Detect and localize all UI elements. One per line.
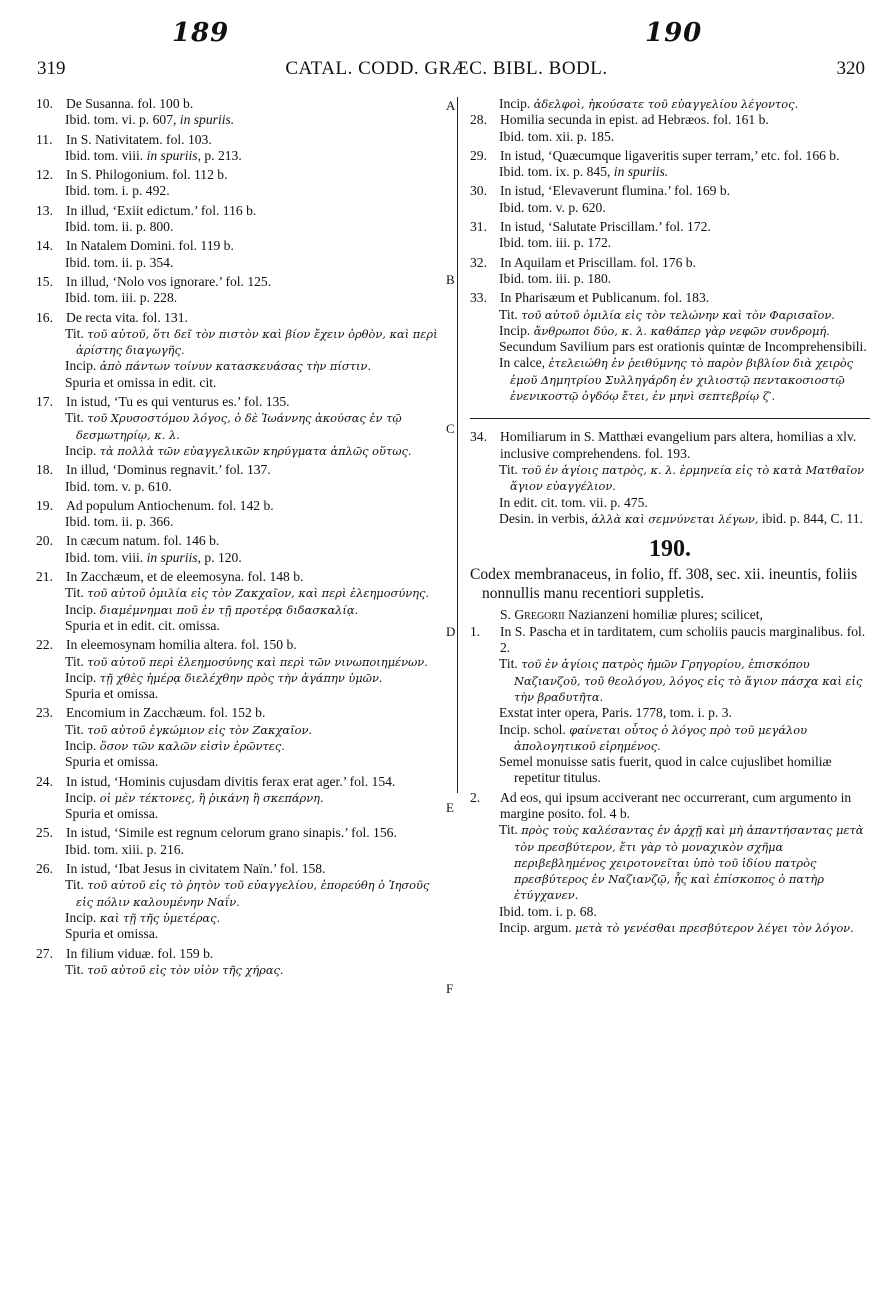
latin-text: Ibid. tom. ix. p. 845, [499, 164, 614, 180]
entry-heading [36, 946, 442, 962]
greek-text: ὅσον τῶν καλῶν εἰσὶν ἐρῶντες. [99, 738, 285, 753]
column-divider [457, 97, 458, 793]
margin-letter-a: A [446, 98, 456, 113]
latin-text: Spuria et omissa. [65, 754, 159, 770]
sub-line [36, 550, 442, 566]
latin-text: Incip. schol. [499, 721, 570, 737]
entry-heading [36, 774, 442, 790]
greek-text: τοῦ αὐτοῦ εἰς τὸ ῥητὸν τοῦ εὐαγγελίου, ἐπορεύθη ὁ Ἰησοῦς εἰς πόλιν καλουμένην Ναΐν. [76, 878, 430, 909]
entry-heading [36, 167, 442, 183]
entry-heading [36, 533, 442, 549]
sub-line [36, 754, 442, 770]
sub-line [470, 920, 870, 936]
entry-title: In istud, ‘Simile est regnum celorum grano sinapis.’ fol. 156. [66, 825, 397, 841]
entry-number: 20. [36, 533, 53, 549]
entry-title: In illud, ‘Dominus regnavit.’ fol. 137. [66, 462, 271, 478]
latin-text: , p. 120. [197, 549, 242, 565]
sub-line [470, 722, 870, 755]
latin-text: in spuriis. [179, 112, 235, 128]
latin-text: Ibid. tom. ii. p. 366. [65, 514, 174, 530]
latin-text: Ibid. tom. i. p. 68. [499, 903, 597, 919]
latin-text: Ibid. tom. iii. p. 228. [65, 290, 178, 306]
latin-text: Incip. [65, 358, 100, 374]
sub-line [470, 705, 870, 721]
sub-line [36, 219, 442, 235]
greek-text: ἐτελειώθη ἐν ῥειθύμνης τὸ παρὸν βιβλίον διὰ χειρὸς ἐμοῦ Δημητρίου Συλληγάρδη ἐν χιλιοστῷ πεντακοσιοστῷ ἐνενικοστῷ ὀγδόῳ ἔτει, ἐν μηνὶ σεπτεβρίῳ ζ′. [510, 356, 854, 404]
sub-line [470, 495, 870, 511]
sub-line [36, 290, 442, 306]
entry-heading [36, 394, 442, 410]
section-rule [470, 418, 870, 419]
running-header [0, 58, 893, 84]
latin-text: Ibid. tom. xiii. p. 216. [65, 841, 184, 857]
codex-author-line [470, 607, 870, 623]
sub-line [36, 877, 442, 910]
latin-text: , p. 213. [197, 147, 242, 163]
entry-title: Homilia secunda in epist. ad Hebræos. fol. 161 b. [500, 112, 769, 128]
entry-title: In istud, ‘Hominis cujusdam divitis ferax erat ager.’ fol. 154. [66, 773, 396, 789]
entry-heading [36, 861, 442, 877]
entry-title: In eleemosynam homilia altera. fol. 150 b. [66, 637, 297, 653]
codex-number: 190. [649, 536, 691, 563]
sub-line [36, 479, 442, 495]
greek-text: φαίνεται οὗτος ὁ λόγος πρὸ τοῦ μεγάλου ἀπολογητικοῦ εἰρημένος. [514, 722, 808, 753]
sub-line [36, 722, 442, 738]
latin-text: Tit. [65, 877, 88, 893]
sub-line [36, 148, 442, 164]
latin-text: Ibid. tom. iii. p. 180. [499, 270, 612, 286]
entry-title: In Aquilam et Priscillam. fol. 176 b. [500, 254, 696, 270]
sub-line [470, 355, 870, 404]
sub-line [470, 462, 870, 495]
running-title: CATAL. CODD. GRÆC. BIBL. BODL. [285, 58, 608, 79]
latin-text: Tit. [65, 961, 88, 977]
entry-heading [36, 238, 442, 254]
entry-title: In illud, ‘Nolo vos ignorare.’ fol. 125. [66, 273, 272, 289]
latin-text: Tit. [65, 410, 88, 426]
entry-heading [36, 462, 442, 478]
sub-line [36, 585, 442, 601]
entry [36, 462, 442, 495]
latin-text: Ibid. tom. v. p. 620. [499, 199, 606, 215]
sub-line [470, 339, 870, 355]
latin-text: Tit. [65, 721, 88, 737]
greek-text: τοῦ αὐτοῦ εἰς τὸν υἱὸν τῆς χήρας. [87, 962, 284, 977]
entry-title: In illud, ‘Exiit edictum.’ fol. 116 b. [66, 202, 257, 218]
sub-line [470, 200, 870, 216]
entry [36, 533, 442, 566]
entry-number: 27. [36, 945, 53, 961]
greek-text: ἀλλὰ καὶ σεμνύνεται λέγων, [591, 511, 759, 526]
latin-text: Secundum Savilium pars est orationis quintæ de Incomprehensibili. [499, 339, 867, 355]
greek-text: ἄνθρωποι δύο, κ. λ. καθάπερ γὰρ νεφῶν συνδρομή. [533, 323, 830, 338]
latin-text: Tit. [499, 461, 522, 477]
right-column [470, 96, 870, 939]
entry-heading [36, 637, 442, 653]
entry-heading [36, 705, 442, 721]
sub-line [36, 183, 442, 199]
entry [36, 946, 442, 979]
sub-line [470, 271, 870, 287]
page-number-left: 319 [37, 58, 66, 79]
entry [470, 429, 870, 527]
entry-heading [36, 825, 442, 841]
entry-title: In istud, ‘Tu es qui venturus es.’ fol. 135. [66, 394, 290, 410]
entry-title: In istud, ‘Quæcumque ligaveritis super terram,’ etc. fol. 166 b. [500, 147, 840, 163]
sub-line [470, 754, 870, 787]
entry-title: In S. Nativitatem. fol. 103. [66, 131, 212, 147]
sub-line [470, 822, 870, 903]
entry-number: 16. [36, 309, 53, 325]
latin-text: Ibid. tom. viii. [65, 147, 147, 163]
entry-number: 17. [36, 394, 53, 410]
latin-text: Tit. [65, 325, 88, 341]
sub-line [36, 112, 442, 128]
latin-text: Tit. [65, 653, 88, 669]
sub-line [36, 255, 442, 271]
author-name: S. Gregorii [500, 607, 565, 623]
latin-text: Ibid. tom. i. p. 492. [65, 183, 170, 199]
entry [36, 394, 442, 459]
greek-text: καὶ τῇ τῆς ὑμετέρας. [99, 910, 221, 925]
latin-text: Spuria et omissa. [65, 926, 159, 942]
greek-text: τοῦ αὐτοῦ, ὅτι δεῖ τὸν πιστὸν καὶ βίον ἔχειν ὀρθὸν, καὶ περὶ ἀρίστης διαγωγῆς. [76, 326, 438, 358]
latin-text: Ibid. tom. ii. p. 354. [65, 254, 174, 270]
entry-number: 21. [36, 569, 53, 585]
entry-number: 34. [470, 429, 487, 445]
sub-line [470, 904, 870, 920]
entry [36, 203, 442, 236]
sub-line [36, 926, 442, 942]
greek-text: διαμέμνημαι ποῦ ἐν τῇ προτέρᾳ διδασκαλίᾳ. [99, 602, 359, 617]
latin-text: In calce, [499, 355, 549, 371]
entry-title: In Natalem Domini. fol. 119 b. [66, 238, 234, 254]
entry [36, 637, 442, 702]
sub-line [470, 323, 870, 339]
handwritten-page-left: 189 [172, 18, 230, 48]
entry-title: De Susanna. fol. 100 b. [66, 96, 194, 111]
entry-number: 25. [36, 825, 53, 841]
sub-line [36, 602, 442, 618]
entry-heading [470, 429, 870, 462]
entry [36, 238, 442, 271]
entry-title: Ad eos, qui ipsum acciverant nec occurrerant, cum argumento in margine posito. fol. 4 b. [500, 789, 852, 821]
greek-text: ἀδελφοὶ, ἠκούσατε τοῦ εὐαγγελίου λέγοντος. [533, 97, 799, 111]
latin-text: Incip. [65, 601, 100, 617]
greek-text: οἱ μὲν τέκτονες, ἢ ῥικάνη ἢ σκεπάρνη. [99, 790, 324, 805]
entry-number: 15. [36, 273, 53, 289]
greek-text: τοῦ αὐτοῦ ἐγκώμιον εἰς τὸν Ζακχαῖον. [87, 722, 312, 737]
sub-line [36, 654, 442, 670]
latin-text: In edit. cit. tom. vii. p. 475. [499, 494, 648, 510]
latin-text: Spuria et in edit. cit. omissa. [65, 617, 220, 633]
entry-number: 2. [470, 789, 481, 805]
entry-heading [36, 498, 442, 514]
entry-title: In istud, ‘Ibat Jesus in civitatem Naïn.’ fol. 158. [66, 861, 326, 877]
entry-heading [470, 790, 870, 823]
entry-heading [36, 132, 442, 148]
sub-line [36, 790, 442, 806]
entry [36, 274, 442, 307]
latin-text: Incip. [65, 789, 100, 805]
sub-line [36, 686, 442, 702]
entry-number: 23. [36, 705, 53, 721]
entry [36, 825, 442, 858]
sub-line [470, 511, 870, 527]
latin-text: Ibid. tom. iii. p. 172. [499, 235, 612, 251]
entry [470, 624, 870, 787]
sub-line [36, 514, 442, 530]
greek-text: τοῦ ἐν ἁγίοις πατρὸς ἡμῶν Γρηγορίου, ἐπισκόπου Ναζιανζοῦ, τοῦ θεολόγου, λόγος εἰς τὸ ἅγιον πάσχα καὶ εἰς τὴν βραδυτῆτα. [514, 657, 863, 704]
entry [36, 861, 442, 942]
latin-text: Exstat inter opera, Paris. 1778, tom. i. p. 3. [499, 705, 732, 721]
codex-description: Codex membranaceus, in folio, ff. 308, sec. xii. ineuntis, foliis nonnullis manu recentiori suppletis. [470, 566, 858, 603]
entry-title: In S. Philogonium. fol. 112 b. [66, 167, 228, 183]
entry [36, 774, 442, 823]
sub-line [36, 670, 442, 686]
handwritten-page-right: 190 [645, 18, 703, 48]
entry-title: In Zacchæum, et de eleemosyna. fol. 148 b. [66, 569, 304, 585]
entry [36, 498, 442, 531]
entry [36, 705, 442, 770]
entry-heading [36, 310, 442, 326]
page-number-right: 320 [836, 58, 865, 79]
greek-text: τοῦ αὐτοῦ ὁμιλία εἰς τὸν τελώνην καὶ τὸν Φαρισαῖον. [521, 307, 835, 322]
entry-title: In istud, ‘Salutate Priscillam.’ fol. 172. [500, 219, 711, 235]
margin-letter-b: B [446, 272, 455, 287]
latin-text: Incip. [65, 442, 100, 458]
entry [470, 219, 870, 252]
entry-number: 13. [36, 202, 53, 218]
latin-text: Incip. [65, 737, 100, 753]
latin-text: Incip. [499, 96, 534, 111]
sub-line [36, 443, 442, 459]
latin-text: Spuria et omissa. [65, 806, 159, 822]
entry-heading [470, 148, 870, 164]
sub-line [36, 842, 442, 858]
sub-line [470, 656, 870, 705]
entry-number: 14. [36, 238, 53, 254]
entry-heading [470, 219, 870, 235]
entry-number: 24. [36, 773, 53, 789]
entry-number: 1. [470, 623, 481, 639]
entry-heading [36, 96, 442, 112]
entry [470, 255, 870, 288]
sub-line [470, 307, 870, 323]
entry-number: 28. [470, 112, 487, 128]
entry-number: 32. [470, 254, 487, 270]
entry-heading [36, 569, 442, 585]
entry-heading [470, 290, 870, 306]
latin-text: Desin. in verbis, [499, 510, 592, 526]
sub-line [36, 618, 442, 634]
entry-title: In S. Pascha et in tarditatem, cum scholiis paucis marginalibus. fol. 2. [500, 623, 866, 656]
entry-title: De recta vita. fol. 131. [66, 309, 188, 325]
entry-title: In cæcum natum. fol. 146 b. [66, 533, 220, 549]
latin-text: Ibid. tom. vi. p. 607, [65, 112, 180, 128]
latin-text: in spuriis. [613, 164, 669, 180]
entry-title: In istud, ‘Elevaverunt flumina.’ fol. 169 b. [500, 183, 731, 199]
entry-heading [36, 203, 442, 219]
entry-title: Homiliarum in S. Matthæi evangelium pars altera, homilias a xlv. inclusive comprehendens. fol. 193. [500, 429, 857, 461]
sub-line [36, 806, 442, 822]
latin-text: Spuria et omissa. [65, 686, 159, 702]
entry [36, 310, 442, 391]
author-rest: Nazianzeni homiliæ plures; scilicet, [564, 607, 763, 623]
greek-text: τῇ χθὲς ἡμέρᾳ διελέχθην πρὸς τὴν ἀγάπην ὑμῶν. [99, 670, 383, 685]
entry-title: Ad populum Antiochenum. fol. 142 b. [66, 497, 274, 513]
sub-line [36, 910, 442, 926]
entry-heading [470, 183, 870, 199]
entry-heading [470, 255, 870, 271]
entry [470, 183, 870, 216]
entry-number: 26. [36, 861, 53, 877]
entry [36, 167, 442, 200]
greek-text: τοῦ Χρυσοστόμου λόγος, ὁ δὲ Ἰωάννης ἀκούσας ἐν τῷ δεσμωτηρίῳ, κ. λ. [76, 411, 402, 442]
greek-text: τοῦ ἐν ἁγίοις πατρὸς, κ. λ. ἑρμηνεία εἰς τὸ κατὰ Ματθαῖον ἅγιον εὐαγγέλιον. [510, 462, 865, 494]
sub-line [470, 235, 870, 251]
sub-line [36, 410, 442, 443]
latin-text: in spuriis [146, 147, 198, 163]
latin-text: Tit. [499, 306, 522, 322]
entry-number: 29. [470, 147, 487, 163]
greek-text: ἀπὸ πάντων τοίνυν κατασκευάσας τὴν πίστιν. [99, 359, 371, 374]
entry-title: In filium viduæ. fol. 159 b. [66, 945, 214, 961]
entry-number: 18. [36, 462, 53, 478]
latin-text: Incip. argum. [499, 920, 576, 936]
margin-letter-d: D [446, 624, 456, 639]
sub-line [36, 962, 442, 978]
latin-text: Tit. [499, 822, 522, 838]
entry [36, 569, 442, 634]
latin-text: Ibid. tom. xii. p. 185. [499, 128, 615, 144]
entry-number: 31. [470, 219, 487, 235]
latin-text: Incip. [65, 669, 100, 685]
entry-heading [470, 624, 870, 657]
entry-number: 19. [36, 497, 53, 513]
latin-text: Tit. [499, 656, 522, 672]
sub-line [36, 375, 442, 391]
entry [36, 132, 442, 165]
margin-letter-e: E [446, 800, 454, 815]
latin-text: Ibid. tom. v. p. 610. [65, 478, 172, 494]
entry-number: 10. [36, 96, 53, 111]
entry-heading [470, 112, 870, 128]
sub-line [470, 129, 870, 145]
entry-number: 22. [36, 637, 53, 653]
greek-text: μετὰ τὸ γενέσθαι πρεσβύτερον λέγει τὸν λόγον. [575, 921, 854, 936]
latin-text: in spuriis [146, 549, 198, 565]
latin-text: Ibid. tom. ii. p. 800. [65, 219, 174, 235]
sub-line [36, 738, 442, 754]
greek-text: τοῦ αὐτοῦ περὶ ἐλεημοσύνης καὶ περὶ τῶν νινωποιημένων. [87, 654, 428, 669]
entry-number: 12. [36, 167, 53, 183]
entry [470, 290, 870, 404]
greek-text: τὰ πολλὰ τῶν εὐαγγελικῶν κηρύγματα ἁπλῶς οὕτως. [99, 443, 412, 458]
sub-line [470, 96, 870, 112]
entry-number: 11. [36, 131, 53, 147]
margin-letter-f: F [446, 981, 454, 996]
margin-letter-c: C [446, 421, 455, 436]
latin-text: Semel monuisse satis fuerit, quod in calce cujuslibet homiliæ repetitur titulus. [499, 754, 832, 786]
entry-number: 30. [470, 183, 487, 199]
latin-text: Tit. [65, 585, 88, 601]
entry [470, 112, 870, 145]
latin-text: ibid. p. 844, C. 11. [758, 510, 863, 526]
latin-text: Spuria et omissa in edit. cit. [65, 374, 217, 390]
entry-title: Encomium in Zacchæum. fol. 152 b. [66, 705, 266, 721]
greek-text: πρὸς τοὺς καλέσαντας ἐν ἀρχῇ καὶ μὴ ἀπαντήσαντας μετὰ τὸν πρεσβύτερον, ἔτι γὰρ τὸ μοναχικὸν σχῆμα περιβεβλημένος χειροτονεῖται ὑπὸ τοῦ ἰδίου πατρὸς πρεσβύτερος ἐν Ναζιανζῷ, ἧς καὶ ἐπίσκοπος ὁ πατὴρ ἐτύγχανεν. [514, 823, 864, 903]
entry [470, 148, 870, 181]
latin-text: Incip. [65, 909, 100, 925]
entry-heading [36, 274, 442, 290]
greek-text: τοῦ αὐτοῦ ὁμιλία εἰς τὸν Ζακχαῖον, καὶ περὶ ἐλεημοσύνης. [87, 586, 429, 601]
entry [470, 790, 870, 937]
entry-number: 33. [470, 290, 487, 306]
latin-text: Ibid. tom. viii. [65, 549, 147, 565]
sub-line [36, 326, 442, 359]
left-column [36, 96, 442, 981]
sub-line [470, 164, 870, 180]
sub-line [36, 358, 442, 374]
latin-text: Incip. [499, 322, 534, 338]
entry-title: In Pharisæum et Publicanum. fol. 183. [500, 290, 710, 306]
entry [36, 96, 442, 129]
